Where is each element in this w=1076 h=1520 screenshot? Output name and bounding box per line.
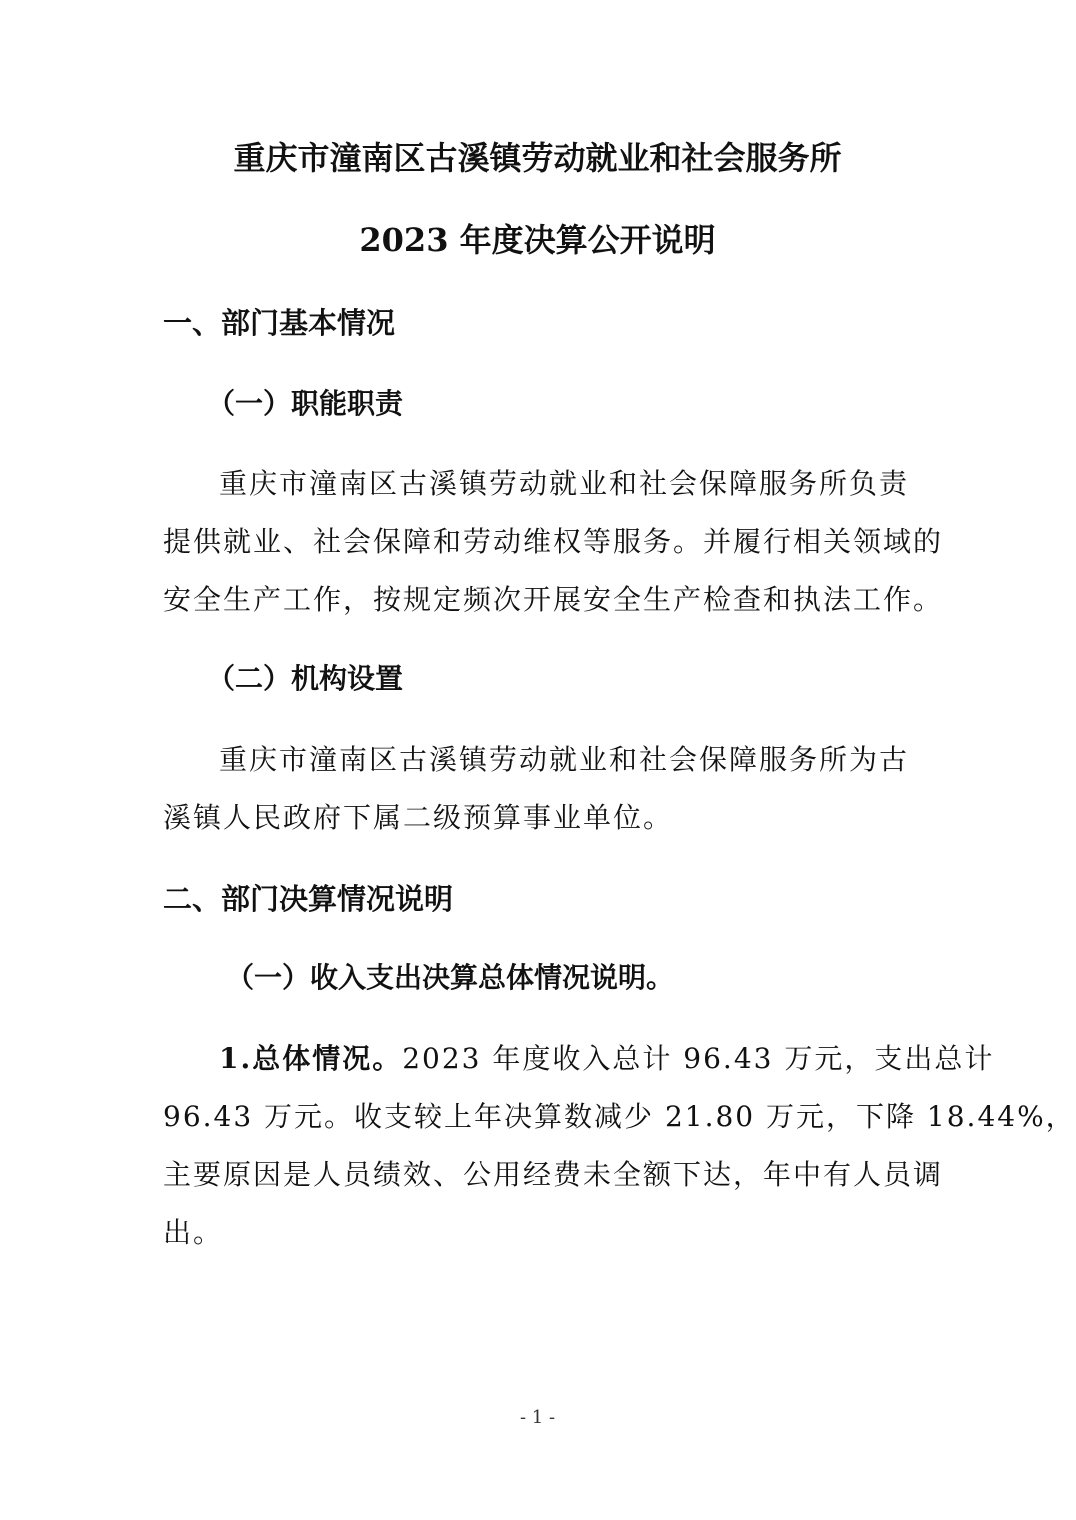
section2-sub1-paragraph <box>163 1030 1076 1262</box>
section2-sub1-heading: （一）收入支出决算总体情况说明。 <box>226 961 675 994</box>
paragraph-line: 主要原因是人员绩效、公用经费未全额下达，年中有人员调 <box>163 1158 944 1191</box>
paragraph-line: 提供就业、社会保障和劳动维权等服务。并履行相关领域的 <box>163 525 944 558</box>
paragraph-line <box>163 1030 995 1088</box>
paragraph-lead: 1.总体情况。 <box>219 1042 403 1075</box>
section1-sub2-heading: （二）机构设置 <box>207 662 404 695</box>
document-title-line1: 重庆市潼南区古溪镇劳动就业和社会服务所 <box>233 139 842 177</box>
section1-sub2-paragraph <box>163 731 915 847</box>
paragraph-line: 96.43 万元。收支较上年决算数减少 21.80 万元，下降 18.44%， <box>163 1100 1076 1133</box>
section1-sub1-heading: （一）职能职责 <box>207 387 404 420</box>
paragraph-line-rest: 2023 年度收入总计 96.43 万元，支出总计 <box>402 1042 995 1075</box>
section1-heading: 一、部门基本情况 <box>163 306 396 340</box>
paragraph-line: 安全生产工作，按规定频次开展安全生产检查和执法工作。 <box>163 583 944 616</box>
document-title-line2: 2023 年度决算公开说明 <box>359 221 716 259</box>
paragraph-line: 重庆市潼南区古溪镇劳动就业和社会保障服务所为古 <box>219 743 910 776</box>
section1-sub1-paragraph <box>163 455 944 629</box>
paragraph-line: 重庆市潼南区古溪镇劳动就业和社会保障服务所负责 <box>219 467 910 500</box>
page-number: - 1 - <box>519 1407 556 1428</box>
paragraph-line: 溪镇人民政府下属二级预算事业单位。 <box>163 801 674 834</box>
paragraph-line: 出。 <box>163 1216 224 1249</box>
section2-heading: 二、部门决算情况说明 <box>163 882 454 916</box>
